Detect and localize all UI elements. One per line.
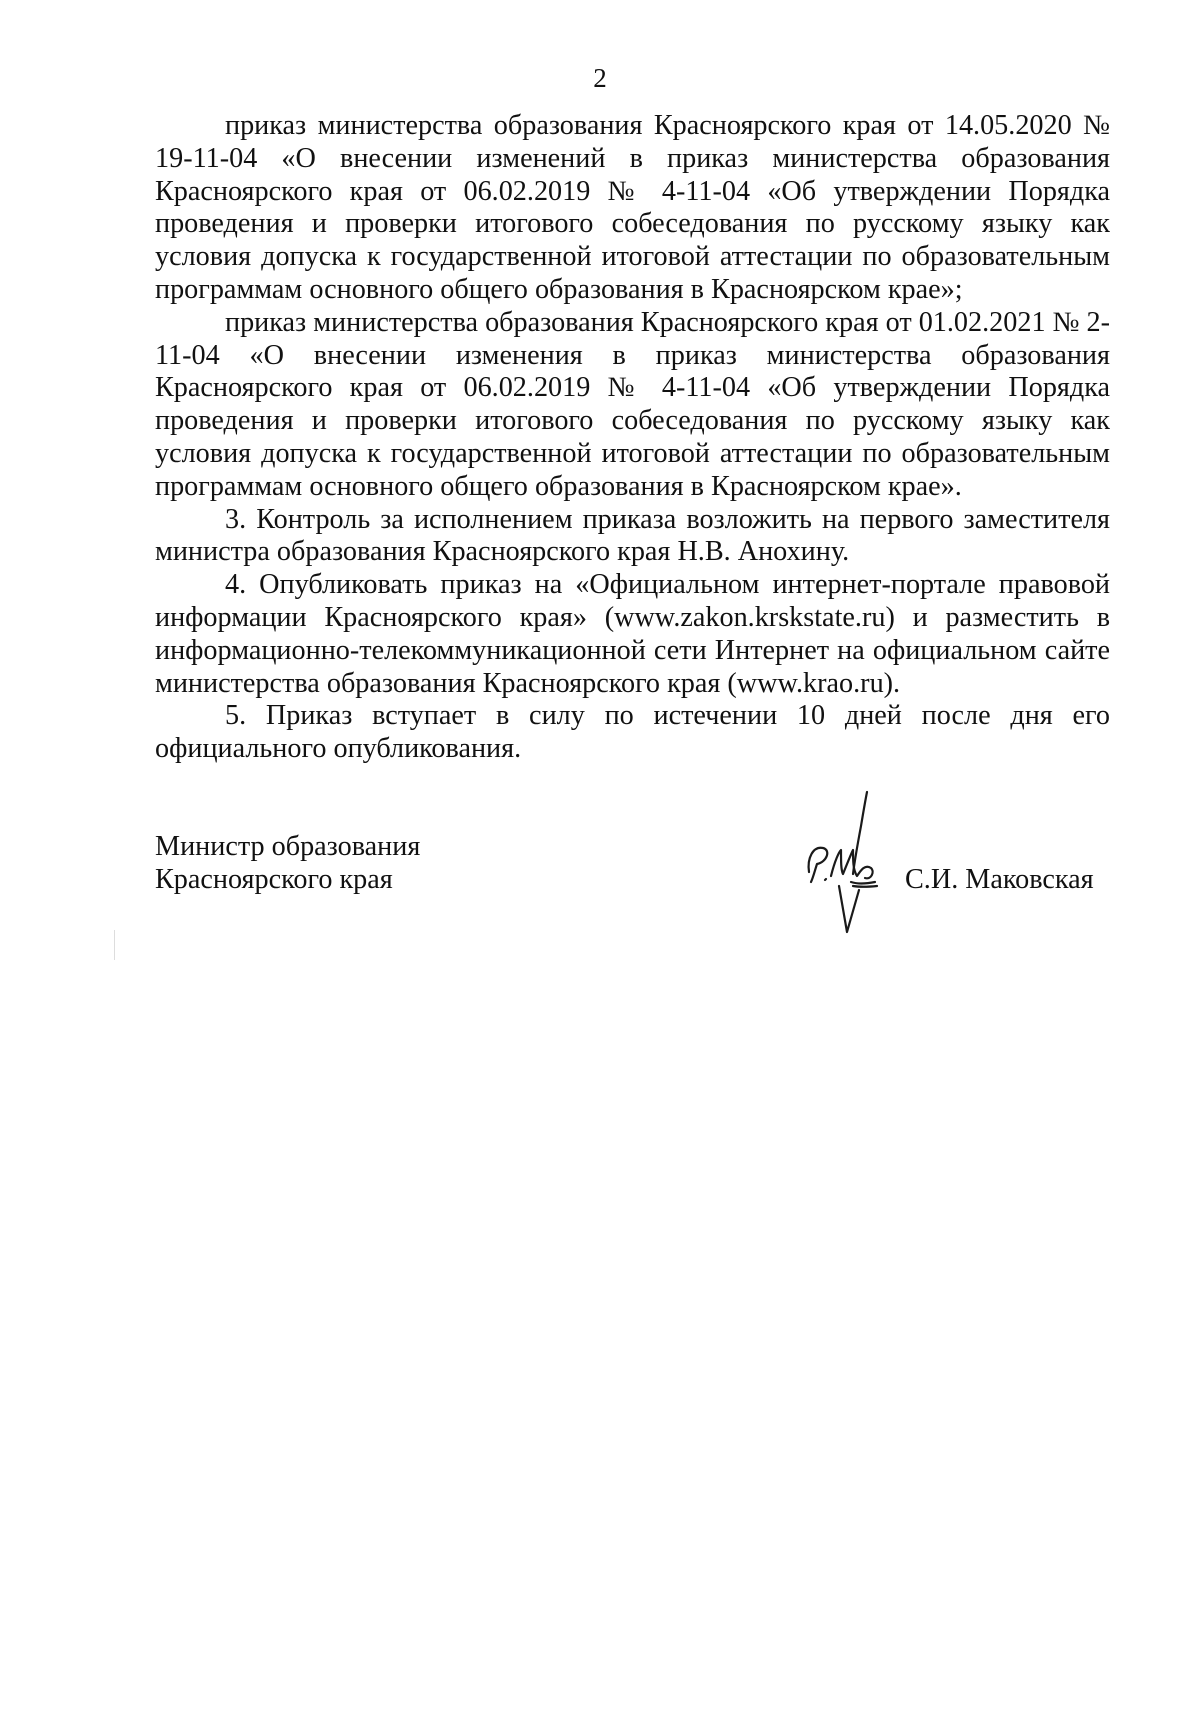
paragraph-control: 3. Контроль за исполнением приказа возложить на первого заместителя министра образования Красноярского края Н.В. Анохину.	[155, 503, 1110, 568]
paragraph-order-2020: приказ министерства образования Красноярского края от 14.05.2020 № 19-11-04 «О внесении изменений в приказ министерства образования Красноярского края от 06.02.2019 № 4-11-04 «Об утверждении Порядка проведения и проверки итогового собеседования по русскому языку как условия допуска к государственной итоговой аттестации по образовательным программам основного общего образования в Красноярском крае»;	[155, 110, 1110, 305]
signatory-position	[155, 830, 655, 896]
page-number: 2	[593, 63, 607, 93]
scan-margin-mark	[114, 930, 115, 960]
signatory-name: С.И. Маковская	[905, 864, 1094, 895]
paragraph-order-2021: приказ министерства образования Красноярского края от 01.02.2021 № 2-11-04 «О внесении изменения в приказ министерства образования Красноярского края от 06.02.2019 № 4-11-04 «Об утверждении Порядка проведения и проверки итогового собеседования по русскому языку как условия допуска к государственной итоговой аттестации по образовательным программам основного общего образования в Красноярском крае».	[155, 306, 1111, 502]
signatory-position-line1: Министр образования	[155, 831, 421, 862]
signatory-position-line2: Красноярского края	[155, 864, 393, 895]
document-body	[155, 110, 1110, 766]
paragraph-publish: 4. Опубликовать приказ на «Официальном интернет-портале правовой информации Красноярского края» (www.zakon.krskstate.ru) и разместить в информационно-телекоммуникационной сети Интернет на официальном сайте министерства образования Красноярского края (www.krao.ru).	[155, 569, 1110, 699]
paragraph-effective: 5. Приказ вступает в силу по истечении 10 дней после дня его официального опубликования.	[155, 700, 1110, 765]
